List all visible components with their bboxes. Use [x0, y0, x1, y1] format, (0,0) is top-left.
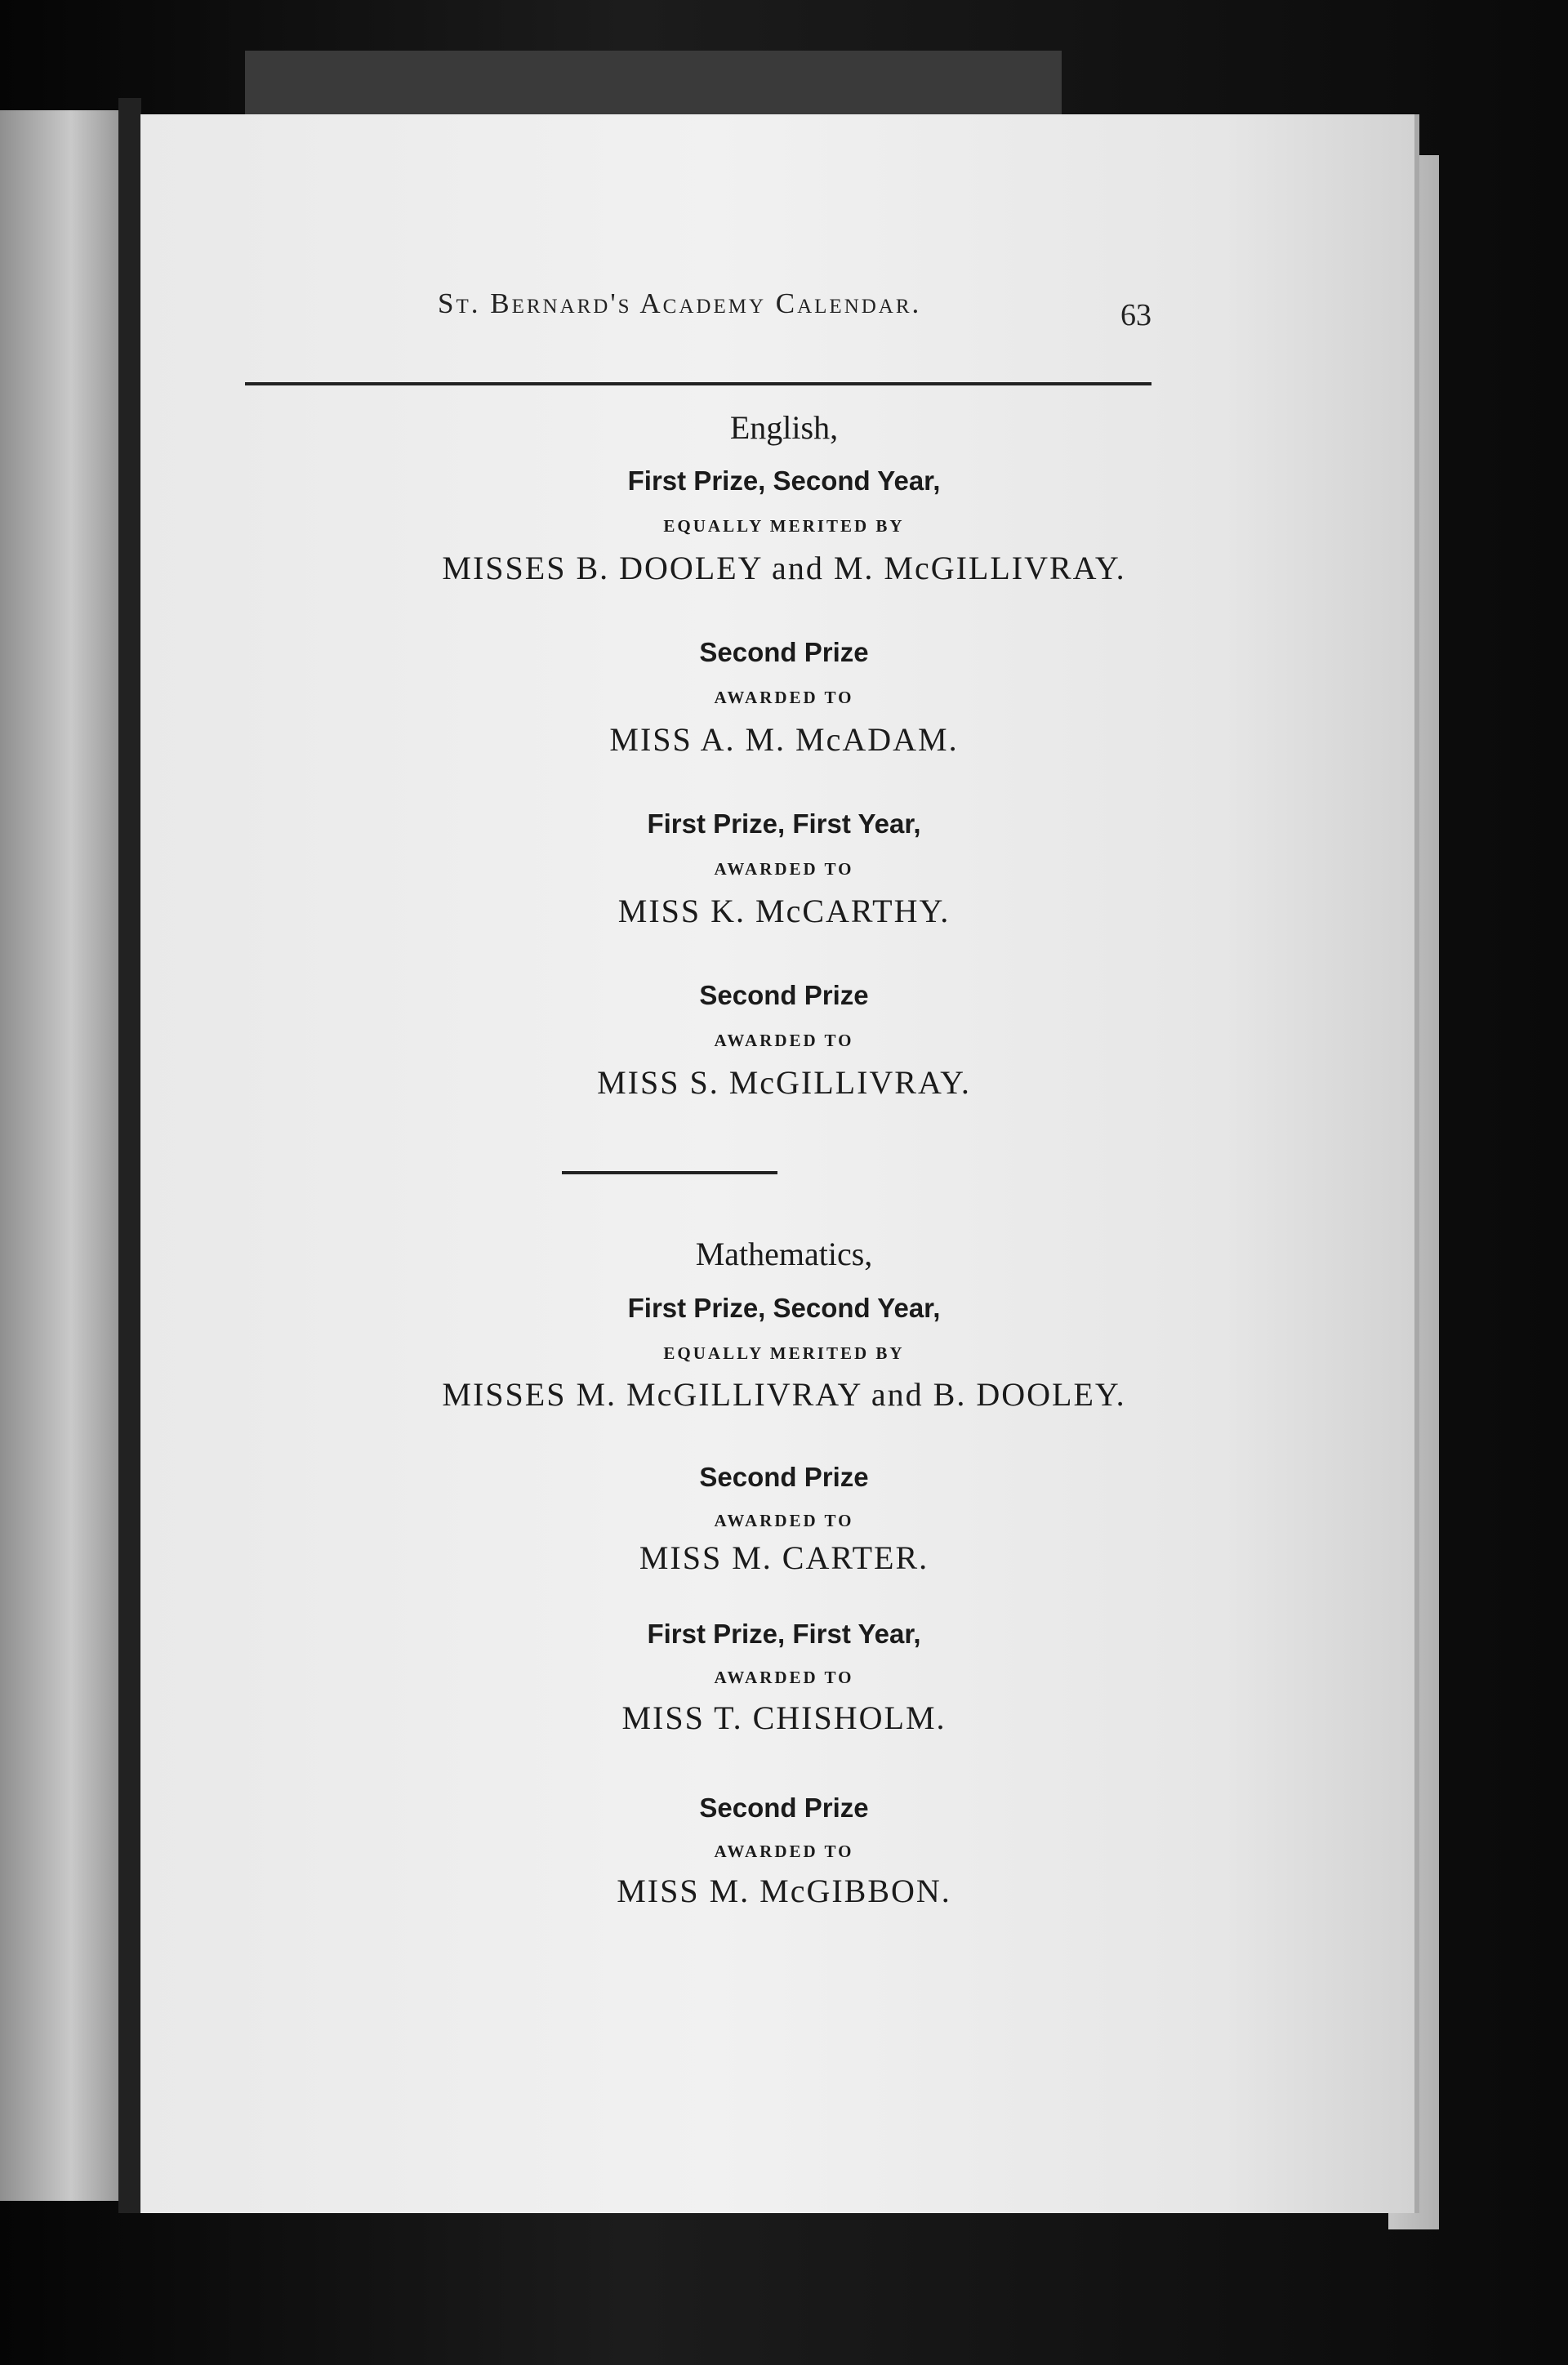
winner-name: MISSES B. DOOLEY and M. McGILLIVRAY. — [442, 550, 1126, 586]
winner-name: MISS A. M. McADAM. — [609, 721, 959, 758]
prize-title: Second Prize — [699, 980, 869, 1010]
subject-heading-english: English, — [729, 409, 839, 446]
prize-title: Second Prize — [699, 1462, 869, 1492]
page-number: 63 — [1120, 298, 1152, 332]
award-note: AWARDED TO — [714, 859, 854, 879]
award-note: EQUALLY MERITED BY — [663, 1343, 905, 1363]
award-note: AWARDED TO — [714, 688, 854, 707]
prize-title: First Prize, First Year, — [647, 808, 921, 839]
prize-title: First Prize, Second Year, — [627, 1293, 941, 1323]
winner-name: MISS M. CARTER. — [639, 1539, 929, 1576]
subject-heading-mathematics: Mathematics, — [695, 1236, 873, 1272]
prize-title: First Prize, First Year, — [647, 1619, 921, 1649]
header-rule — [245, 382, 1152, 385]
running-header: St. Bernard's Academy Calendar. — [438, 287, 922, 319]
award-note: EQUALLY MERITED BY — [663, 516, 905, 536]
winner-name: MISS K. McCARTHY. — [617, 893, 951, 929]
award-note: AWARDED TO — [714, 1031, 854, 1050]
prize-title: Second Prize — [699, 1793, 869, 1823]
winner-name: MISSES M. McGILLIVRAY and B. DOOLEY. — [442, 1376, 1126, 1413]
prize-title: Second Prize — [699, 637, 869, 667]
prize-title: First Prize, Second Year, — [627, 465, 941, 496]
section-divider — [562, 1171, 777, 1174]
film-tab — [245, 51, 1062, 116]
award-note: AWARDED TO — [714, 1511, 854, 1530]
winner-name: MISS M. McGIBBON. — [617, 1873, 951, 1909]
winner-name: MISS S. McGILLIVRAY. — [597, 1064, 971, 1101]
winner-name: MISS T. CHISHOLM. — [621, 1699, 947, 1736]
award-note: AWARDED TO — [714, 1842, 854, 1861]
award-note: AWARDED TO — [714, 1668, 854, 1687]
